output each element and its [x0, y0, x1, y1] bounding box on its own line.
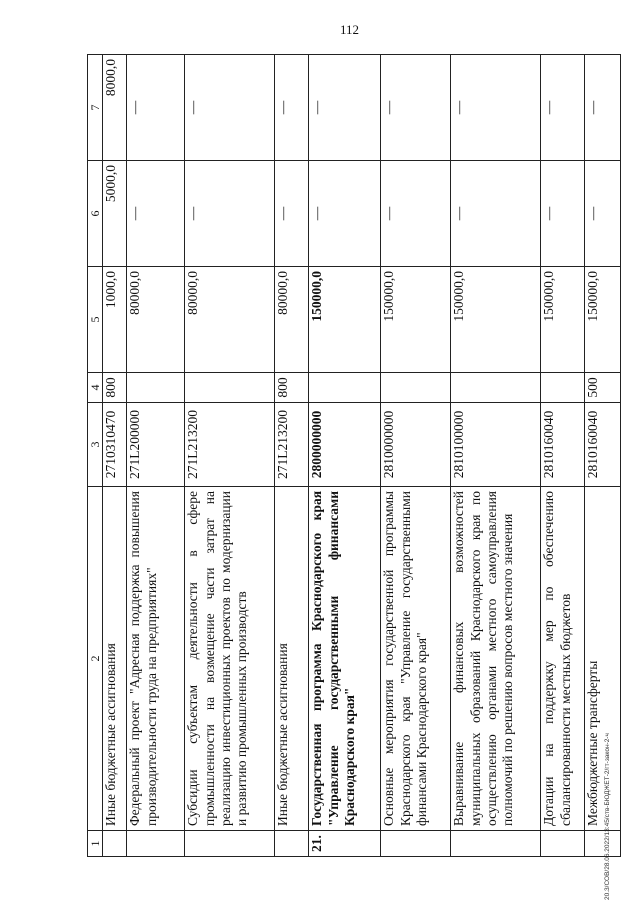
row-index: 21.	[309, 831, 381, 857]
row-type: 800	[275, 373, 309, 403]
row-type	[127, 373, 185, 403]
row-code: 271L213200	[185, 403, 275, 487]
row-name: Иные бюджетные ассигнования	[275, 487, 309, 831]
row-value-2024: —	[381, 55, 451, 161]
page-number: 112	[340, 22, 360, 37]
row-value-2024: —	[185, 55, 275, 161]
row-index	[541, 831, 585, 857]
row-name: Основные мероприятия государственной программы Краснодарского края "Управление государственными финансами Краснодарского края"	[381, 487, 451, 831]
row-index	[585, 831, 621, 857]
row-type	[541, 373, 585, 403]
table-row	[185, 55, 275, 857]
row-name: Дотации на поддержку мер по обеспечению сбалансированности местных бюджетов	[541, 487, 585, 831]
row-type	[451, 373, 541, 403]
table-row	[381, 55, 451, 857]
row-value-2022: 150000,0	[585, 267, 621, 373]
row-type	[185, 373, 275, 403]
row-type: 500	[585, 373, 621, 403]
header-row	[88, 55, 103, 857]
row-value-2023: —	[127, 161, 185, 267]
row-value-2024: —	[127, 55, 185, 161]
table-row	[309, 55, 381, 857]
row-index	[381, 831, 451, 857]
row-name: Субсидии субъектам деятельности в сфере промышленности на возмещение части затрат на реализацию инвестиционных проектов по модернизации и развитию промышленных производств	[185, 487, 275, 831]
row-type	[309, 373, 381, 403]
row-code: 2810000000	[381, 403, 451, 487]
row-value-2024: —	[309, 55, 381, 161]
row-code: 2810160040	[541, 403, 585, 487]
row-value-2023: —	[275, 161, 309, 267]
row-value-2024: 8000,0	[103, 55, 127, 161]
row-value-2022: 80000,0	[185, 267, 275, 373]
header-cell: 7	[88, 55, 103, 161]
row-name: Федеральный проект "Адресная поддержка повышения производительности труда на предприятиях"	[127, 487, 185, 831]
row-value-2023: —	[585, 161, 621, 267]
row-type	[381, 373, 451, 403]
row-value-2023: 5000,0	[103, 161, 127, 267]
row-index	[451, 831, 541, 857]
table-body	[103, 55, 621, 857]
row-code: 271L213200	[275, 403, 309, 487]
row-index	[185, 831, 275, 857]
header-cell: 5	[88, 267, 103, 373]
row-code: 271L200000	[127, 403, 185, 487]
budget-table-rotated	[87, 55, 601, 857]
budget-table	[87, 54, 621, 857]
row-value-2022: 150000,0	[451, 267, 541, 373]
row-name: Государственная программа Краснодарского края "Управление государственными финансами Краснодарского края"	[309, 487, 381, 831]
row-value-2022: 150000,0	[541, 267, 585, 373]
table-row	[585, 55, 621, 857]
row-value-2022: 80000,0	[275, 267, 309, 373]
table-row	[275, 55, 309, 857]
header-cell: 4	[88, 373, 103, 403]
header-cell: 3	[88, 403, 103, 487]
row-index	[127, 831, 185, 857]
row-value-2023: —	[381, 161, 451, 267]
row-value-2022: 80000,0	[127, 267, 185, 373]
row-index	[103, 831, 127, 857]
footer-code: 20.3/СОВ/28.06.2022/13:45/cтв-БЮДЖЕТ-2/гт-закон-2-ч	[604, 733, 611, 900]
row-name: Выравнивание финансовых возможностей муниципальных образований Краснодарского края по осуществлению органами местного самоуправления полномочий по решению вопросов местного значения	[451, 487, 541, 831]
row-type: 800	[103, 373, 127, 403]
row-value-2024: —	[451, 55, 541, 161]
row-value-2023: —	[185, 161, 275, 267]
row-code: 2810100000	[451, 403, 541, 487]
row-index	[275, 831, 309, 857]
table-row	[103, 55, 127, 857]
row-value-2023: —	[309, 161, 381, 267]
row-value-2024: —	[585, 55, 621, 161]
row-value-2022: 150000,0	[381, 267, 451, 373]
table-row	[127, 55, 185, 857]
table-row	[541, 55, 585, 857]
row-value-2023: —	[451, 161, 541, 267]
row-value-2023: —	[541, 161, 585, 267]
row-name: Иные бюджетные ассигнования	[103, 487, 127, 831]
row-value-2022: 1000,0	[103, 267, 127, 373]
row-code: 2800000000	[309, 403, 381, 487]
row-value-2022: 150000,0	[309, 267, 381, 373]
header-cell: 2	[88, 487, 103, 831]
table-row	[451, 55, 541, 857]
header-cell: 6	[88, 161, 103, 267]
row-code: 2710310470	[103, 403, 127, 487]
row-name: Межбюджетные трансферты	[585, 487, 621, 831]
header-cell: 1	[88, 831, 103, 857]
row-value-2024: —	[275, 55, 309, 161]
row-value-2024: —	[541, 55, 585, 161]
row-code: 2810160040	[585, 403, 621, 487]
